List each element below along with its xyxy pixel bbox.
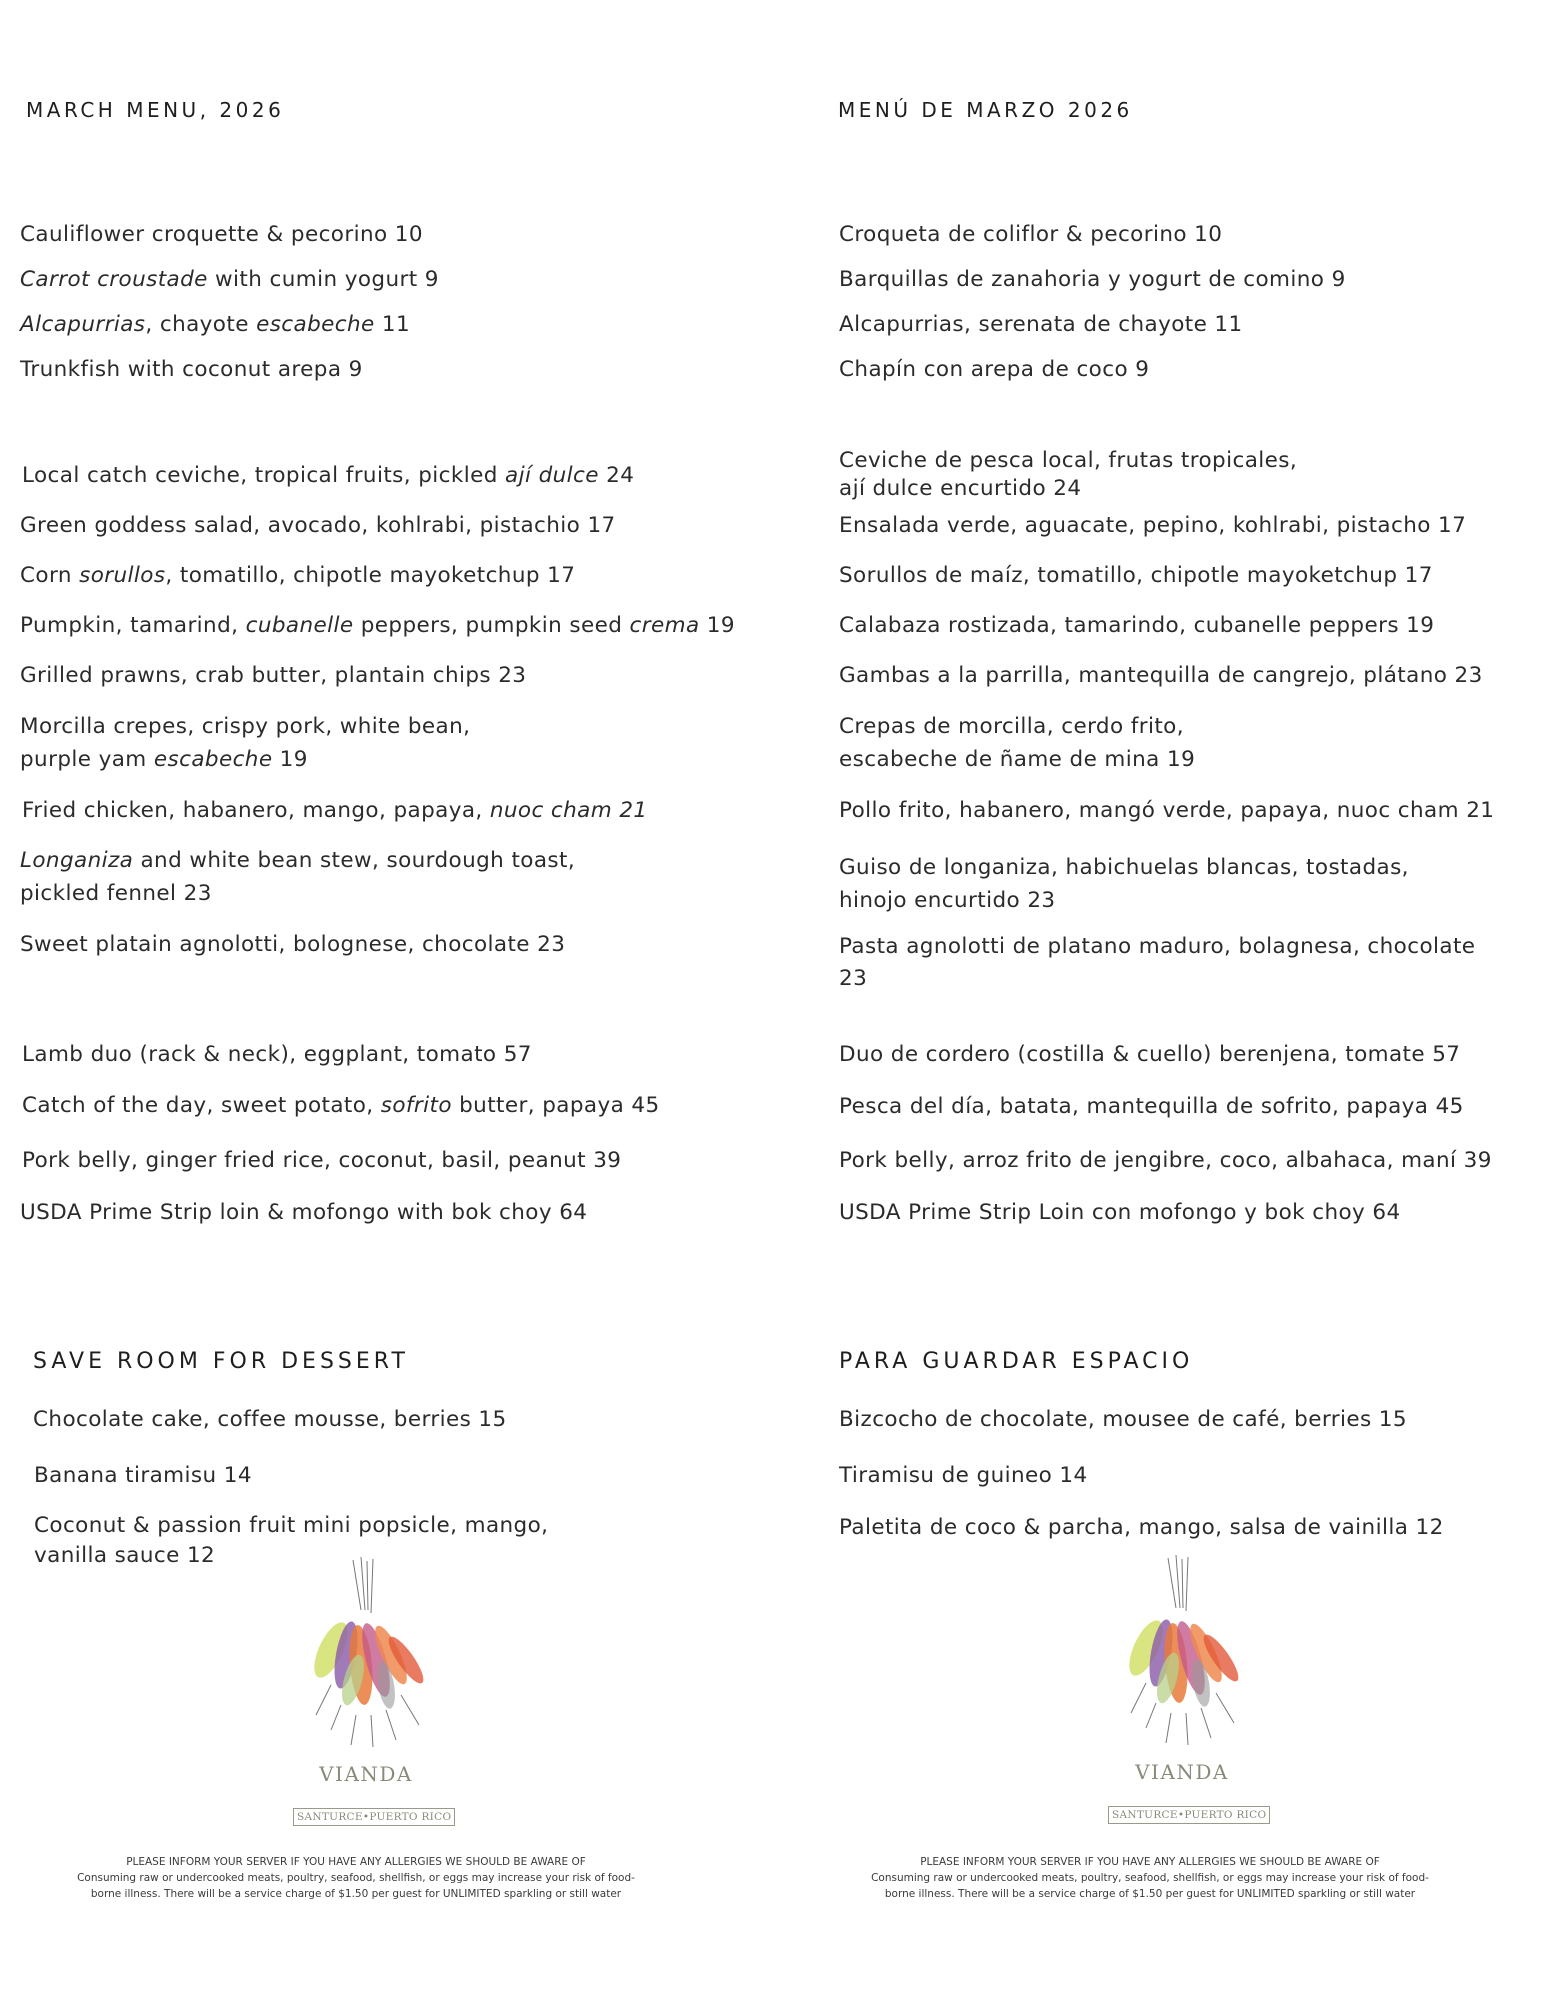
dessert-item: Coconut & passion fruit mini popsicle, mango, [34,1513,549,1538]
menu-item: Ensalada verde, aguacate, pepino, kohlrabi, pistacho 17 [839,513,1467,538]
menu-item: Catch of the day, sweet potato, sofrito butter, papaya 45 [22,1093,660,1118]
menu-item-continued: escabeche de ñame de mina 19 [839,747,1196,772]
dessert-item: Chocolate cake, coffee mousse, berries 15 [33,1407,507,1432]
dessert-title: SAVE ROOM FOR DESSERT [33,1349,409,1374]
menu-item: Pork belly, ginger fried rice, coconut, basil, peanut 39 [22,1148,622,1173]
allergy-notice: PLEASE INFORM YOUR SERVER IF YOU HAVE ANY ALLERGIES WE SHOULD BE AWARE OF Consuming raw or undercooked meats, poultry, seafood, shellfish, or eggs may increase your risk of food- borne illness. There will be a service charge of $1.50 per guest for UNLIMITED sparkling or still water [871,1856,1429,1900]
menu-item: Sweet platain agnolotti, bolognese, chocolate 23 [20,932,566,957]
menu-item: Trunkfish with coconut arepa 9 [20,357,363,382]
menu-item: Morcilla crepes, crispy pork, white bean, [20,714,471,739]
menu-item: Grilled prawns, crab butter, plantain chips 23 [20,663,527,688]
menu-item: Cauliflower croquette & pecorino 10 [20,222,423,247]
allergy-notice: PLEASE INFORM YOUR SERVER IF YOU HAVE ANY ALLERGIES WE SHOULD BE AWARE OF Consuming raw or undercooked meats, poultry, seafood, shellfish, or eggs may increase your risk of food- borne illness. There will be a service charge of $1.50 per guest for UNLIMITED sparkling or still water [77,1856,635,1900]
dessert-item: Bizcocho de chocolate, mousee de café, berries 15 [839,1407,1407,1432]
dessert-item: Tiramisu de guineo 14 [839,1463,1088,1488]
menu-item: Lamb duo (rack & neck), eggplant, tomato 57 [22,1042,532,1067]
brand-tagline: SANTURCE•PUERTO RICO [1108,1806,1270,1824]
english-menu-column [0,0,740,2000]
menu-item: Barquillas de zanahoria y yogurt de comino 9 [839,267,1346,292]
menu-item: Pesca del día, batata, mantequilla de sofrito, papaya 45 [839,1094,1464,1119]
menu-item-continued: ají dulce encurtido 24 [839,476,1082,501]
menu-item-continued: 23 [839,966,868,991]
menu-item: USDA Prime Strip Loin con mofongo y bok choy 64 [839,1200,1401,1225]
menu-item: Green goddess salad, avocado, kohlrabi, pistachio 17 [20,513,616,538]
menu-item: Chapín con arepa de coco 9 [839,357,1150,382]
menu-item: USDA Prime Strip loin & mofongo with bok choy 64 [20,1200,588,1225]
spanish-menu-column [820,0,1546,2000]
menu-item: Corn sorullos, tomatillo, chipotle mayoketchup 17 [20,563,576,588]
menu-item-continued: pickled fennel 23 [20,881,212,906]
brand-name: VIANDA [319,1762,413,1786]
menu-item: Carrot croustade with cumin yogurt 9 [20,267,439,292]
menu-item-continued: purple yam escabeche 19 [20,747,308,772]
menu-item: Ceviche de pesca local, frutas tropicales, [839,448,1298,473]
vianda-root-vegetables-logo [301,1555,441,1755]
menu-item: Pork belly, arroz frito de jengibre, coco, albahaca, maní 39 [839,1148,1492,1173]
brand-tagline: SANTURCE•PUERTO RICO [293,1808,455,1826]
menu-title: MENÚ DE MARZO 2026 [838,98,1133,122]
menu-item: Pasta agnolotti de platano maduro, bolagnesa, chocolate [839,934,1476,959]
menu-item: Sorullos de maíz, tomatillo, chipotle mayoketchup 17 [839,563,1433,588]
menu-item-continued: hinojo encurtido 23 [839,888,1056,913]
menu-item: Croqueta de coliflor & pecorino 10 [839,222,1223,247]
menu-item: Local catch ceviche, tropical fruits, pickled ají dulce 24 [22,463,635,488]
menu-item: Longaniza and white bean stew, sourdough toast, [20,848,576,873]
menu-item: Alcapurrias, chayote escabeche 11 [20,312,411,337]
vianda-root-vegetables-logo [1116,1553,1256,1753]
dessert-title: PARA GUARDAR ESPACIO [839,1349,1194,1374]
dessert-item: Banana tiramisu 14 [34,1463,252,1488]
menu-item: Alcapurrias, serenata de chayote 11 [839,312,1243,337]
menu-item: Fried chicken, habanero, mango, papaya, nuoc cham 21 [22,798,648,823]
menu-item: Crepas de morcilla, cerdo frito, [839,714,1184,739]
menu-item: Calabaza rostizada, tamarindo, cubanelle peppers 19 [839,613,1435,638]
menu-item: Pumpkin, tamarind, cubanelle peppers, pumpkin seed crema 19 [20,613,735,638]
menu-item: Gambas a la parrilla, mantequilla de cangrejo, plátano 23 [839,663,1483,688]
menu-title: MARCH MENU, 2026 [26,98,285,122]
brand-name: VIANDA [1135,1760,1229,1784]
menu-item: Pollo frito, habanero, mangó verde, papaya, nuoc cham 21 [839,798,1495,823]
dessert-item-continued: vanilla sauce 12 [34,1543,216,1568]
dessert-item: Paletita de coco & parcha, mango, salsa de vainilla 12 [839,1515,1444,1540]
menu-item: Duo de cordero (costilla & cuello) berenjena, tomate 57 [839,1042,1461,1067]
menu-item: Guiso de longaniza, habichuelas blancas, tostadas, [839,855,1409,880]
